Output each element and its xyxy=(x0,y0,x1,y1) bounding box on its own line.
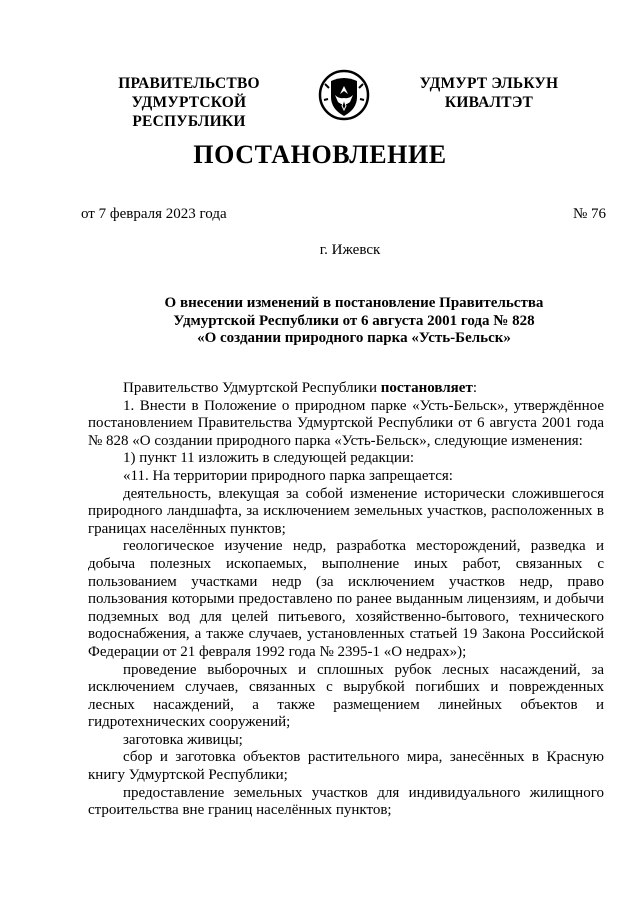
intro-text: Правительство Удмуртской Республики xyxy=(123,380,381,396)
document-subject xyxy=(92,295,616,348)
body-paragraph: заготовка живицы; xyxy=(123,731,243,748)
subject-line-2: Удмуртской Республики от 6 августа 2001 года № 828 xyxy=(173,312,535,329)
issuer-name-udmurt xyxy=(396,74,582,112)
body-paragraph: геологическое изучение недр, разработка месторождений, разведка и добыча полезных ископаемых, выполнение иных работ, связанных с пользованием участками недр (за исключением участков недр, право пользования которыми предоставлено по ранее выданным лицензиям, и добычи подземных вод для целей питьевого, хозяйственно-бытового, технического водоснабжения, а также случаев, установленных статьей 19 Закона Российской Федерации от 21 февраля 1992 года № 2395-1 «О недрах»); xyxy=(88,538,604,660)
document-title: ПОСТАНОВЛЕНИЕ xyxy=(193,140,447,169)
issuer-udm-line-2: КИВАЛТЭТ xyxy=(444,94,534,111)
document-city: г. Ижевск xyxy=(319,242,381,258)
body-paragraph: проведение выборочных и сплошных рубок лесных насаждений, за исключением случаев, связанных с вырубкой погибших и поврежденных лесных насаждений, а также размещением линейных объектов и гидротехнических сооружений; xyxy=(88,661,604,731)
document-number: № 76 xyxy=(572,206,606,222)
issuer-name-russian xyxy=(76,74,302,131)
document-body xyxy=(88,380,604,820)
body-paragraph: деятельность, влекущая за собой изменение исторически сложившегося природного ландшафта, за исключением земельных участков, расположенных в границах населённых пунктов; xyxy=(88,485,604,537)
issuer-line-2: УДМУРТСКОЙ РЕСПУБЛИКИ xyxy=(131,94,247,130)
subject-line-1: О внесении изменений в постановление Правительства xyxy=(164,295,544,311)
document-date: от 7 февраля 2023 года xyxy=(81,206,227,222)
body-paragraph: предоставление земельных участков для индивидуального жилищного строительства вне границ населённых пунктов; xyxy=(88,784,604,819)
subject-line-3: «О создании природного парка «Усть-Бельск» xyxy=(197,330,511,346)
issuer-line-1: ПРАВИТЕЛЬСТВО xyxy=(118,75,260,92)
body-paragraph: «11. На территории природного парка запрещается: xyxy=(123,467,453,484)
intro-paragraph xyxy=(88,380,604,398)
body-paragraph: сбор и заготовка объектов растительного мира, занесённых в Красную книгу Удмуртской Республики; xyxy=(88,749,604,784)
udmurt-coat-of-arms-icon xyxy=(318,66,370,124)
body-paragraph: 1. Внести в Положение о природном парке «Усть-Бельск», утверждённое постановлением Правительства Удмуртской Республики от 6 августа 2001 года № 828 «О создании природного парка «Усть-Бельск», следующие изменения: xyxy=(88,397,604,449)
intro-decree-word: постановляет xyxy=(380,380,473,396)
intro-colon: : xyxy=(472,380,477,396)
body-paragraph: 1) пункт 11 изложить в следующей редакции: xyxy=(123,450,415,467)
issuer-udm-line-1: УДМУРТ ЭЛЬКУН xyxy=(419,75,559,92)
